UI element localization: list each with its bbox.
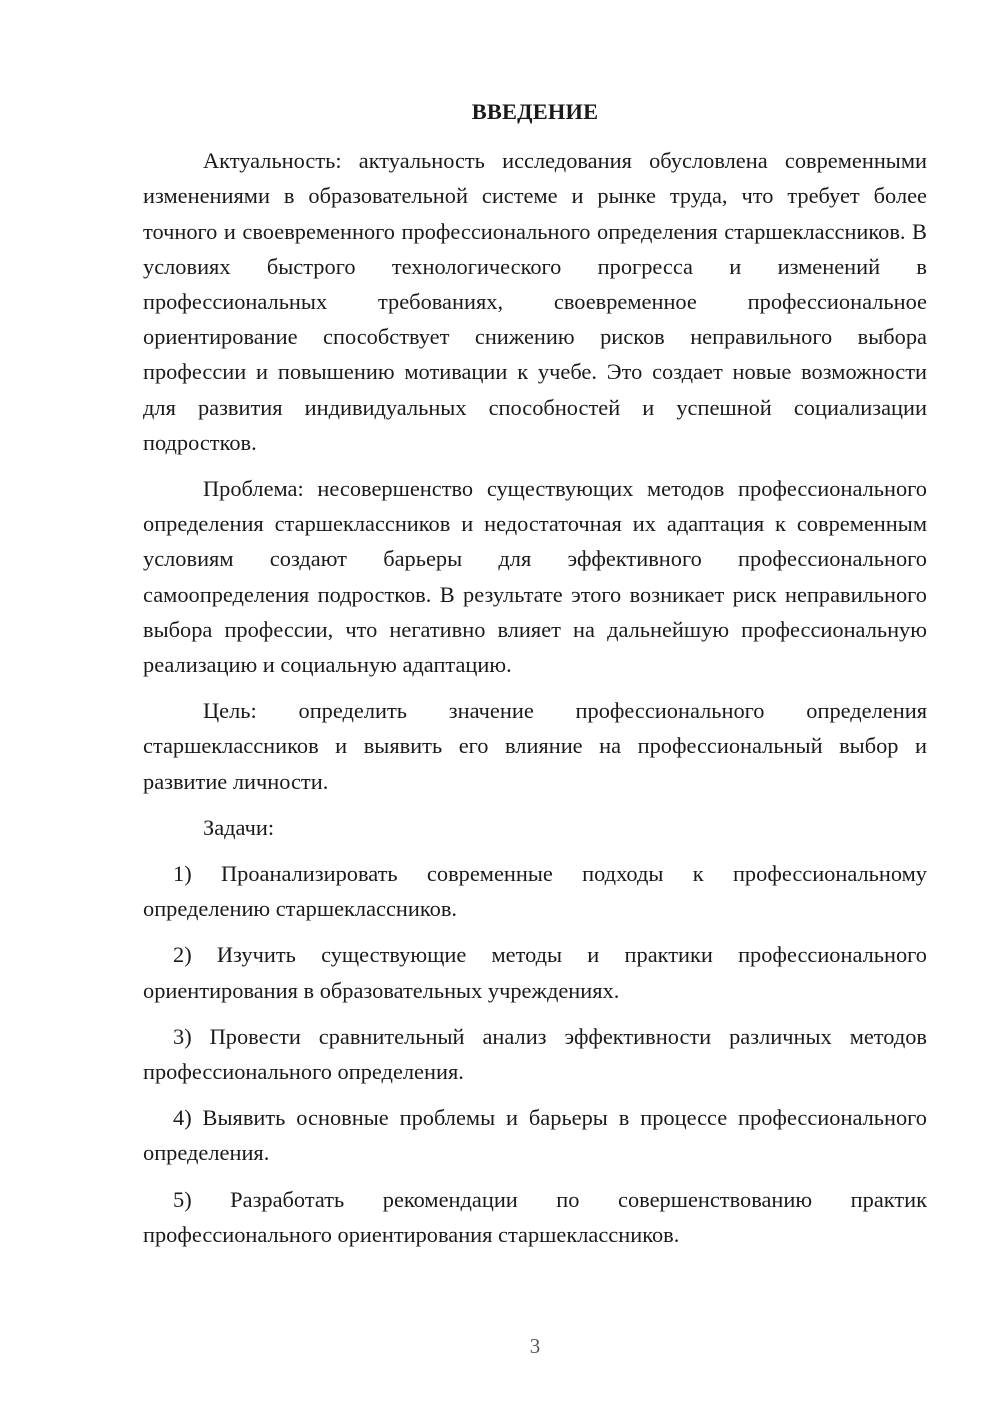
- page-number: 3: [529, 1334, 541, 1358]
- task-item: 2) Изучить существующие методы и практики профессионального ориентирования в образовательных учреждениях.: [143, 942, 927, 1003]
- task-item: 4) Выявить основные проблемы и барьеры в процессе профессионального определения.: [143, 1105, 927, 1166]
- page-content: [143, 94, 927, 1252]
- goal-paragraph: Цель: определить значение профессионального определения старшеклассников и выявить его влияние на профессиональный выбор и развитие личности.: [143, 698, 927, 794]
- problem-paragraph: Проблема: несовершенство существующих методов профессионального определения старшеклассников и недостаточная их адаптация к современным условиям создают барьеры для эффективного профессионального самоопределения подростков. В результате этого возникает риск неправильного выбора профессии, что негативно влияет на дальнейшую профессиональную реализацию и социальную адаптацию.: [143, 476, 927, 678]
- relevance-paragraph: Актуальность: актуальность исследования обусловлена современными изменениями в образовательной системе и рынке труда, что требует более точного и своевременного профессионального определения старшеклассников. В условиях быстрого технологического прогресса и изменений в профессиональных требованиях, своевременное профессиональное ориентирование способствует снижению рисков неправильного выбора профессии и повышению мотивации к учебе. Это создает новые возможности для развития индивидуальных способностей и успешной социализации подростков.: [143, 148, 927, 455]
- tasks-list: [143, 856, 927, 1252]
- task-item: 3) Провести сравнительный анализ эффективности различных методов профессионального определения.: [143, 1023, 927, 1085]
- tasks-heading: Задачи:: [203, 814, 275, 840]
- section-title: ВВЕДЕНИЕ: [471, 99, 599, 124]
- task-item: 5) Разработать рекомендации по совершенствованию практик профессионального ориентирования старшеклассников.: [143, 1186, 927, 1247]
- task-item: 1) Проанализировать современные подходы к профессиональному определению старшеклассников.: [143, 861, 927, 922]
